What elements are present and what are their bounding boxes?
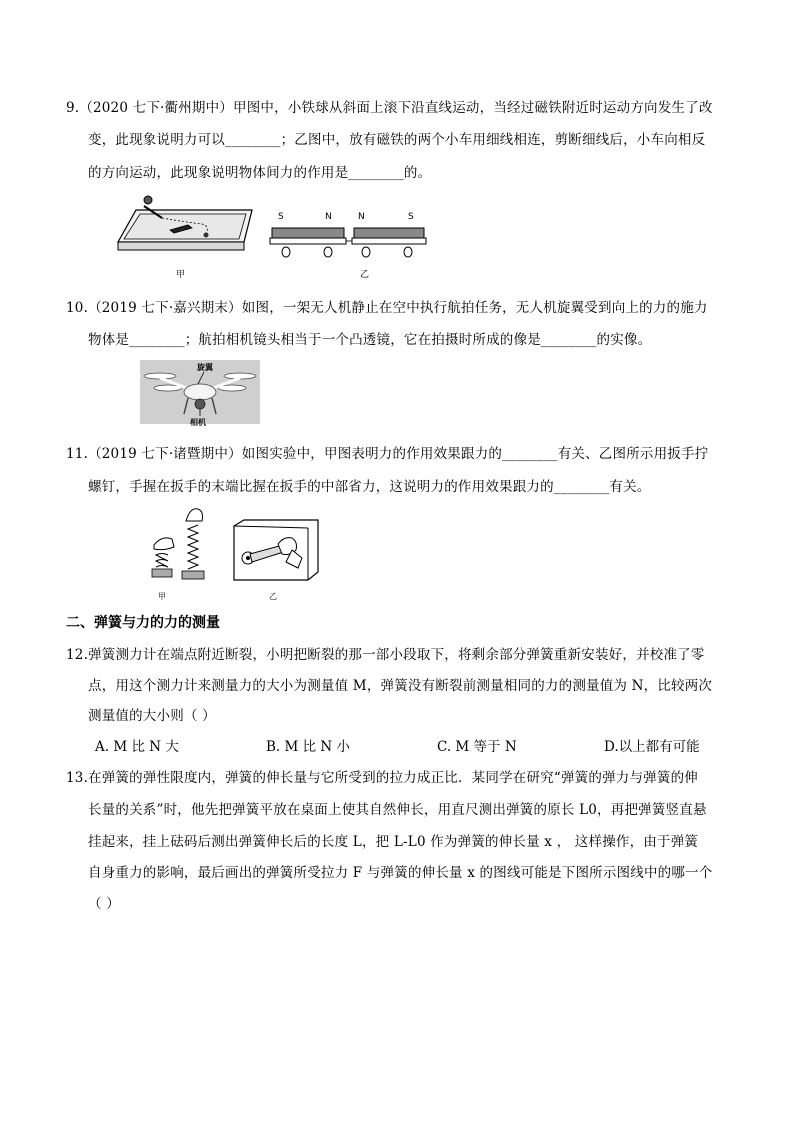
- q10-line-1: 10.（2019 七下·嘉兴期末）如图，一架无人机静止在空中执行航拍任务，无人机旋翼受到向上的力的施力: [66, 300, 708, 316]
- q12-option-d: D.以上都有可能: [604, 739, 700, 755]
- q11-figure-jia-caption: 甲: [158, 592, 166, 601]
- q9-figure-jia-incline: [110, 192, 255, 254]
- drone-label-camera: 相机: [190, 418, 206, 427]
- q10-line-2: 物体是________；航拍相机镜头相当于一个凸透镜，它在拍摄时所成的像是________的实像。: [88, 332, 652, 348]
- q12-line-3: 测量值的大小则（ ）: [88, 708, 216, 724]
- q12-option-b: B. M 比 N 小: [266, 739, 351, 755]
- q13-line-5: （ ）: [88, 896, 120, 912]
- q13-line-2: 长量的关系”时，他先把弹簧平放在桌面上使其自然伸长，用直尺测出弹簧的原长 L0，再把弹簧竖直悬: [88, 802, 707, 818]
- q9-figure-yi-caption: 乙: [360, 270, 370, 280]
- q11-figure-jia-springs: [146, 505, 216, 587]
- q9-line-1: 9.（2020 七下·衢州期中）甲图中，小铁球从斜面上滚下沿直线运动，当经过磁铁附近时运动方向发生了改: [66, 100, 713, 116]
- q11-figure-yi-wrench: [232, 518, 320, 582]
- q9-figure-yi-magnet-carts: [268, 225, 428, 265]
- q12-option-a: A. M 比 N 大: [95, 739, 179, 755]
- q12-line-1: 12.弹簧测力计在端点附近断裂，小明把断裂的那一部小段取下，将剩余部分弹簧重新安装好，并校准了零: [66, 647, 705, 663]
- magnet-label-s-right: S: [408, 212, 414, 222]
- q11-line-2: 螺钉，手握在扳手的末端比握在扳手的中部省力，这说明力的作用效果跟力的________有关。: [88, 479, 651, 495]
- drone-label-rotor: 旋翼: [197, 363, 213, 372]
- magnet-label-n-right: N: [358, 212, 365, 222]
- q9-line-2: 变，此现象说明力可以________；乙图中，放有磁铁的两个小车用细线相连，剪断细线后，小车向相反: [88, 132, 706, 148]
- q9-line-3: 的方向运动，此现象说明物体间力的作用是________的。: [88, 165, 432, 181]
- q13-line-3: 挂起来，挂上砝码后测出弹簧伸长后的长度 L，把 L-L0 作为弹簧的伸长量 x ， 这样操作，由于弹簧: [88, 834, 699, 850]
- magnet-label-s-left: S: [278, 212, 284, 222]
- q12-line-2: 点，用这个测力计来测量力的大小为测量值 M，弹簧没有断裂前测量相同的力的测量值为 N，比较两次: [88, 678, 713, 694]
- q12-option-c: C. M 等于 N: [437, 739, 517, 755]
- q11-line-1: 11.（2019 七下·诸暨期中）如图实验中，甲图表明力的作用效果跟力的________有关、乙图所示用扳手拧: [66, 446, 709, 462]
- q13-line-1: 13.在弹簧的弹性限度内，弹簧的伸长量与它所受到的拉力成正比．某同学在研究“弹簧的弹力与弹簧的伸: [66, 770, 698, 786]
- section-heading: 二、弹簧与力的力的测量: [66, 615, 220, 631]
- q13-line-4: 自身重力的影响，最后画出的弹簧所受拉力 F 与弹簧的伸长量 x 的图线可能是下图所示图线中的哪一个: [88, 865, 713, 881]
- q9-figure-jia-caption: 甲: [176, 270, 186, 280]
- q11-figure-yi-caption: 乙: [269, 592, 277, 601]
- magnet-label-n-left: N: [325, 212, 332, 222]
